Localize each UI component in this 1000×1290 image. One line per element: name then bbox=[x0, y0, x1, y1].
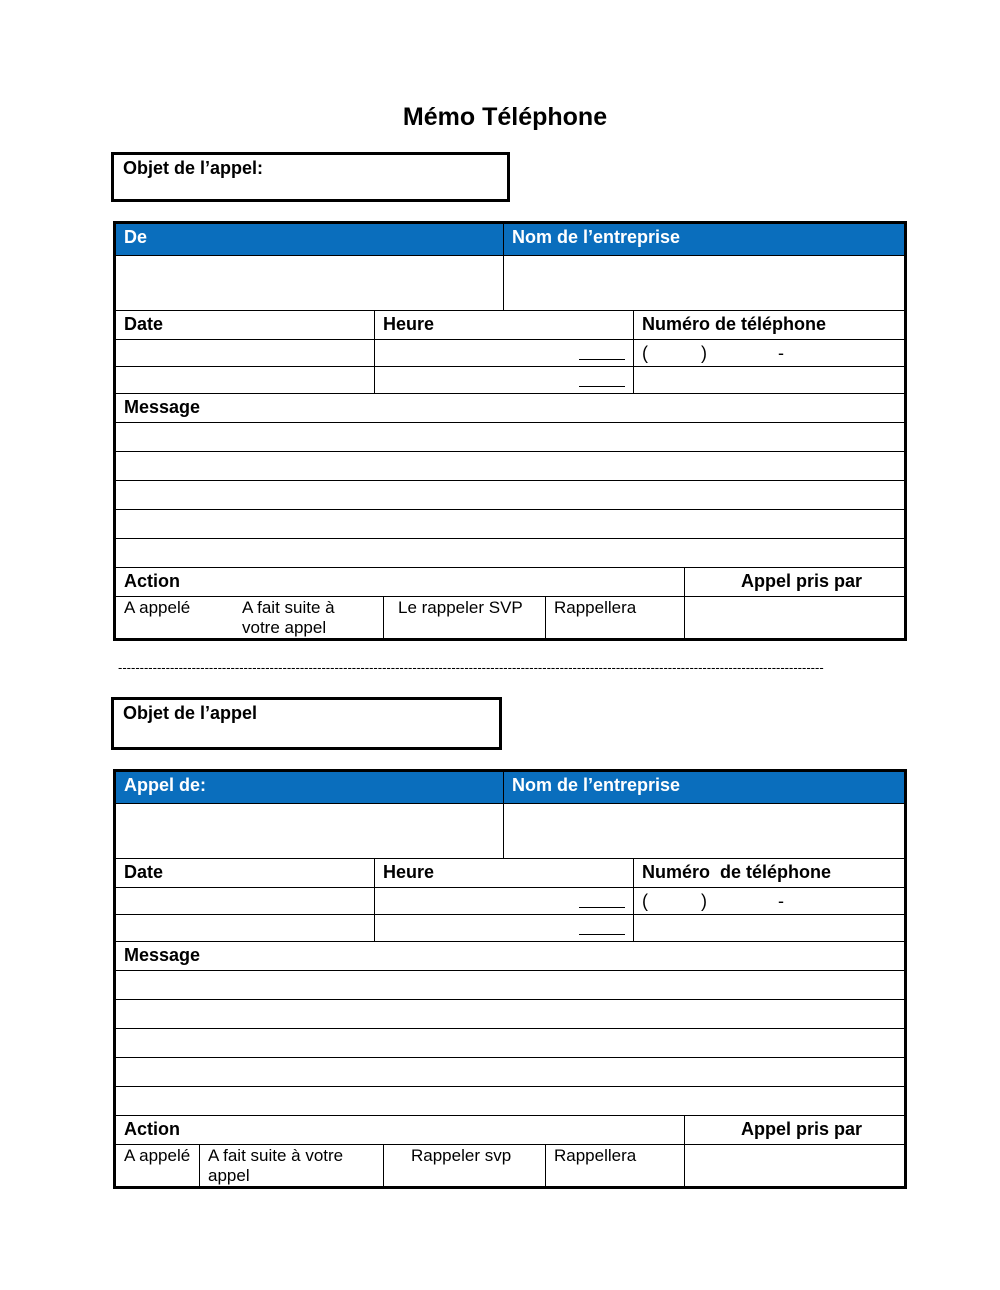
taken-by-input[interactable] bbox=[684, 597, 904, 640]
cut-line: ------------------------------------------------------------------------------------------------------------------------------------------------------------------- bbox=[118, 660, 824, 675]
taken-by-input[interactable] bbox=[684, 1145, 904, 1188]
taken-by-label: Appel pris par bbox=[684, 1116, 904, 1144]
company-input[interactable] bbox=[503, 804, 904, 858]
phone-dash: - bbox=[778, 891, 784, 911]
from-input-row bbox=[116, 804, 904, 859]
date-input[interactable] bbox=[116, 340, 374, 366]
phone-label: Numéro de téléphone bbox=[633, 311, 904, 339]
option-called[interactable]: A appelé bbox=[124, 1146, 191, 1165]
heure-input[interactable] bbox=[374, 888, 633, 914]
phone-close-paren: ) bbox=[701, 343, 707, 363]
date-label: Date bbox=[124, 314, 164, 334]
heure-label: Heure bbox=[374, 311, 633, 339]
option-returned-call[interactable]: A fait suite à votre appel bbox=[242, 598, 335, 637]
date-row-2 bbox=[116, 367, 904, 394]
phone-dash: - bbox=[778, 343, 784, 363]
message-line[interactable] bbox=[116, 510, 904, 539]
from-input-row bbox=[116, 256, 904, 311]
phone-label: Numéro de téléphone bbox=[633, 859, 904, 887]
from-header: De bbox=[116, 224, 503, 255]
message-line[interactable] bbox=[116, 539, 904, 568]
objet-label: Objet de l’appel bbox=[123, 703, 258, 723]
from-header: Appel de: bbox=[116, 772, 503, 803]
objet-field[interactable] bbox=[111, 697, 502, 750]
memo-form-2 bbox=[113, 769, 907, 1189]
action-options-row bbox=[116, 1145, 904, 1188]
phone-input-2[interactable] bbox=[633, 367, 904, 393]
action-options-row bbox=[116, 597, 904, 640]
option-called[interactable]: A appelé bbox=[124, 598, 191, 617]
action-label: Action bbox=[124, 1119, 180, 1139]
action-header-row bbox=[116, 1116, 904, 1145]
date-row-1 bbox=[116, 888, 904, 915]
date-row-2 bbox=[116, 915, 904, 942]
ampm-line bbox=[579, 386, 625, 387]
message-header-row bbox=[116, 394, 904, 423]
message-label: Message bbox=[124, 397, 201, 417]
option-will-call[interactable]: Rappellera bbox=[545, 1145, 684, 1188]
page-title: Mémo Téléphone bbox=[402, 103, 608, 131]
objet-label: Objet de l’appel: bbox=[123, 158, 264, 178]
ampm-line bbox=[579, 907, 625, 908]
from-input[interactable] bbox=[116, 256, 503, 310]
message-header-row bbox=[116, 942, 904, 971]
phone-open-paren: ( bbox=[642, 891, 648, 911]
phone-input-2[interactable] bbox=[633, 915, 904, 941]
date-header-row bbox=[116, 311, 904, 340]
ampm-line bbox=[579, 359, 625, 360]
memo-form-1 bbox=[113, 221, 907, 641]
date-label: Date bbox=[124, 862, 164, 882]
message-label: Message bbox=[124, 945, 201, 965]
heure-input-2[interactable] bbox=[374, 915, 633, 941]
phone-input[interactable] bbox=[633, 340, 904, 366]
message-line[interactable] bbox=[116, 1029, 904, 1058]
phone-open-paren: ( bbox=[642, 343, 648, 363]
phone-close-paren: ) bbox=[701, 891, 707, 911]
heure-input[interactable] bbox=[374, 340, 633, 366]
action-header-row bbox=[116, 568, 904, 597]
option-call-back[interactable]: Le rappeler SVP bbox=[383, 597, 545, 640]
message-line[interactable] bbox=[116, 971, 904, 1000]
from-input[interactable] bbox=[116, 804, 503, 858]
heure-input-2[interactable] bbox=[374, 367, 633, 393]
company-input[interactable] bbox=[503, 256, 904, 310]
message-line[interactable] bbox=[116, 1087, 904, 1116]
phone-input[interactable] bbox=[633, 888, 904, 914]
company-header: Nom de l’entreprise bbox=[503, 772, 904, 803]
option-will-call[interactable]: Rappellera bbox=[545, 597, 684, 640]
message-line[interactable] bbox=[116, 452, 904, 481]
ampm-line bbox=[579, 934, 625, 935]
option-call-back[interactable]: Rappeler svp bbox=[383, 1145, 545, 1188]
date-input[interactable] bbox=[116, 888, 374, 914]
message-line[interactable] bbox=[116, 423, 904, 452]
date-input-2[interactable] bbox=[116, 367, 374, 393]
company-header: Nom de l’entreprise bbox=[503, 224, 904, 255]
header-row bbox=[116, 224, 904, 256]
date-row-1 bbox=[116, 340, 904, 367]
heure-label: Heure bbox=[374, 859, 633, 887]
message-line[interactable] bbox=[116, 1000, 904, 1029]
action-label: Action bbox=[124, 571, 180, 591]
message-line[interactable] bbox=[116, 481, 904, 510]
message-line[interactable] bbox=[116, 1058, 904, 1087]
taken-by-label: Appel pris par bbox=[684, 568, 904, 596]
header-row bbox=[116, 772, 904, 804]
date-header-row bbox=[116, 859, 904, 888]
date-input-2[interactable] bbox=[116, 915, 374, 941]
objet-field[interactable] bbox=[111, 152, 510, 202]
option-returned-call[interactable]: A fait suite à votre appel bbox=[199, 1145, 383, 1188]
